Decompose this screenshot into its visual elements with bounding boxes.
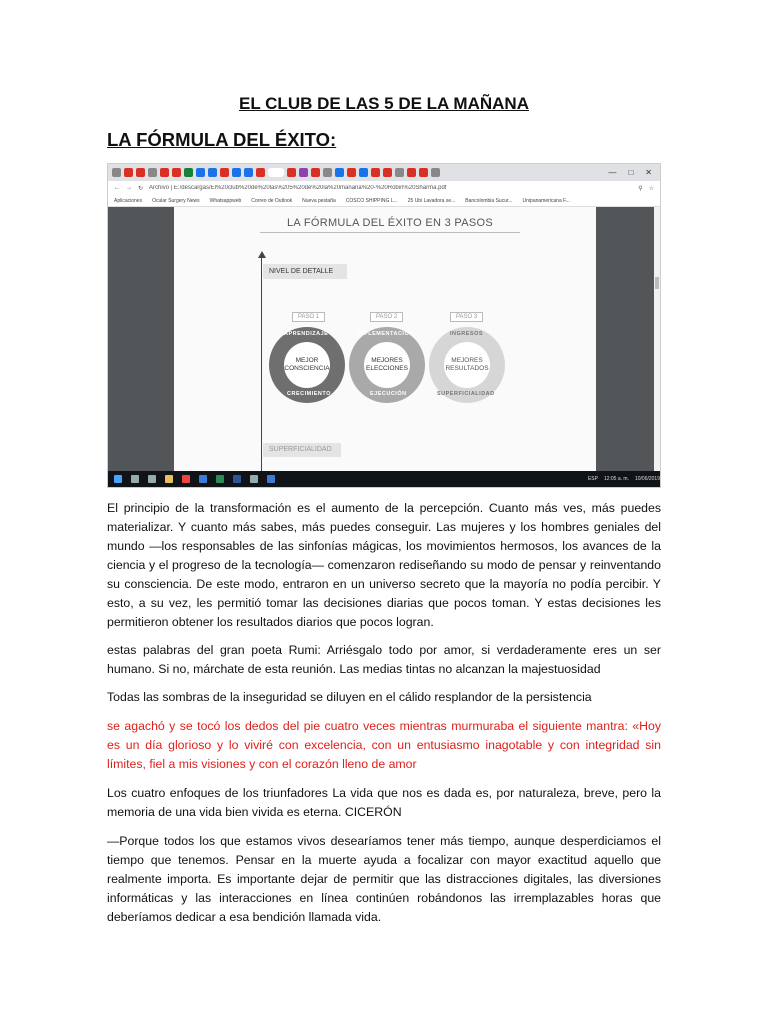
youtube-icon — [172, 168, 181, 177]
word-icon — [244, 168, 253, 177]
minimize-icon: — — [608, 168, 617, 177]
word-icon — [208, 168, 217, 177]
step-3-ring-top: INGRESOS — [450, 331, 484, 337]
step-1-ring-bottom: CRECIMIENTO — [287, 391, 331, 397]
step-1-center: MEJOR CONSCIENCIA — [284, 342, 330, 388]
pdf-viewer — [108, 207, 660, 473]
close-icon: ✕ — [645, 168, 652, 177]
reload-icon: ↻ — [138, 185, 144, 192]
window-controls — [608, 168, 660, 177]
excel-icon — [216, 475, 224, 483]
tab-favicon-icon — [184, 168, 193, 177]
step-2-ring-bottom: EJECUCIÓN — [370, 391, 407, 397]
diagram-title: LA FÓRMULA DEL ÉXITO EN 3 PASOS — [260, 217, 520, 233]
task-view-icon — [148, 475, 156, 483]
bookmark-item: Ocular Surgery News — [152, 197, 200, 204]
paragraph-6: —Porque todos los que estamos vivos desearíamos tener más tiempo, aunque desperdiciamos el tiempo que tenemos. Pensar en la muerte ayuda a focalizar con mayor exactitud aquello que realmente importa. Es importante dejar de permitir que las distracciones digitales, las diversiones informáticas y las interacciones en línea continúen robándonos las irremplazables horas que deberíamos dedicar a esa bendición llamada vida. — [107, 834, 661, 924]
tab-favicon-icon — [112, 168, 121, 177]
youtube-icon — [311, 168, 320, 177]
axis-bottom-label: SUPERFICIALIDAD — [263, 443, 341, 457]
youtube-icon — [347, 168, 356, 177]
youtube-icon — [407, 168, 416, 177]
windows-taskbar — [108, 471, 661, 487]
app-icon — [250, 475, 258, 483]
axis-top-label: NIVEL DE DETALLE — [263, 264, 347, 279]
tab-favicon-icon — [431, 168, 440, 177]
youtube-icon — [383, 168, 392, 177]
step-2-center: MEJORES ELECCIONES — [364, 342, 410, 388]
bookmark-item: Aplicaciones — [114, 197, 143, 204]
bookmark-item: Bancolombia Sucur... — [465, 197, 513, 204]
back-icon: ← — [114, 185, 120, 191]
youtube-icon — [220, 168, 229, 177]
tab-favicon-icon — [148, 168, 157, 177]
search-icon — [131, 475, 139, 483]
maximize-icon: □ — [628, 168, 634, 177]
word-icon — [232, 168, 241, 177]
address-url: Archivo | E:/descargas/El%20club%20de%20las%205%20de%20la%20mañana%20-%20Robin%20Sharma.pdf — [149, 185, 447, 191]
scrollbar-thumb — [655, 277, 659, 289]
chrome-icon — [182, 475, 190, 483]
bookmark-item: COSCO SHIPPING L... — [345, 197, 398, 204]
embedded-screenshot — [107, 163, 661, 488]
tab-favicon-icon — [395, 168, 404, 177]
word-icon — [233, 475, 241, 483]
star-icon: ☆ — [648, 185, 654, 192]
bookmark-item: 25 Ubi Lavadora se... — [407, 197, 456, 204]
tab-favicon-icon — [299, 168, 308, 177]
youtube-icon — [160, 168, 169, 177]
windows-start-icon — [114, 475, 122, 483]
youtube-icon — [419, 168, 428, 177]
step-3-label: PASO 3 — [450, 312, 483, 322]
paragraph-5: Los cuatro enfoques de los triunfadores La vida que nos es dada es, por naturaleza, breve, pero la memoria de una vida bien vivida es eterna. CICERÓN — [107, 786, 661, 819]
app-icon — [267, 475, 275, 483]
paragraph-4-highlighted: se agachó y se tocó los dedos del pie cuatro veces mientras murmuraba el siguiente mantra: «Hoy es un día glorioso y lo viviré con excelencia, con un entusiasmo inagotable y con integridad sin límites, fiel a mis visiones y con el corazón lleno de amor — [107, 719, 661, 771]
paragraph-2: estas palabras del gran poeta Rumi: Arriésgalo todo por amor, si verdaderamente eres un ser humano. Si no, márchate de esta reunión. Las medias tintas no alcanzan la majestuosidad — [107, 643, 661, 676]
paragraph-1: El principio de la transformación es el aumento de la percepción. Cuanto más ves, más puedes materializar. Y cuanto más sabes, más puedes conseguir. Las mujeres y los hombres geniales del mundo —los responsables de las sinfonías mágicas, los movimientos hermosos, los avances de la ciencia y el progreso de la tecnología— comenzaron rediseñando su modo de pensar y reinventando su consciencia. De este modo, entraron en un universo secreto que la mayoría no podía percibir. Y esto, a su vez, les permitió tomar las decisiones diarias que pocos toman. Y estas decisiones les permitieron obtener los resultados diarios que pocos logran. — [107, 501, 661, 629]
document-title: EL CLUB DE LAS 5 DE LA MAÑANA — [239, 94, 529, 113]
vertical-axis — [261, 257, 262, 473]
step-1-label: PASO 1 — [292, 312, 325, 322]
tab-favicon-icon — [359, 168, 368, 177]
step-1-ring-top: APRENDIZAJE — [284, 331, 329, 337]
step-3-center: MEJORES RESULTADOS — [444, 342, 490, 388]
youtube-icon — [287, 168, 296, 177]
word-icon — [196, 168, 205, 177]
bookmark-item: Unipanamericana F... — [522, 197, 570, 204]
pdf-page — [174, 207, 596, 473]
bookmarks-bar — [108, 195, 660, 207]
file-explorer-icon — [165, 475, 173, 483]
youtube-icon — [124, 168, 133, 177]
step-2-ring-top: IMPLEMENTACIÓN — [357, 331, 414, 337]
paragraph-3: Todas las sombras de la inseguridad se diluyen en el cálido resplandor de la persistencia — [107, 690, 592, 704]
axis-arrow-icon — [258, 251, 266, 258]
browser-tab-bar — [108, 164, 660, 181]
bookmark-item: Correo de Outlook — [251, 197, 293, 204]
system-tray — [588, 476, 661, 482]
active-tab — [268, 168, 284, 177]
language-indicator: ESP — [587, 476, 598, 482]
zoom-icon: ⚲ — [638, 185, 643, 192]
scrollbar — [654, 207, 660, 473]
youtube-icon — [371, 168, 380, 177]
skype-icon — [199, 475, 207, 483]
step-3-ring-bottom: SUPERFICIALIDAD — [437, 391, 495, 397]
clock-date: 10/06/2019 — [634, 476, 660, 482]
step-2-label: PASO 2 — [370, 312, 403, 322]
clock-time: 12:05 a. m. — [603, 476, 629, 482]
bookmark-item: Whatsappweb — [209, 197, 242, 204]
youtube-icon — [136, 168, 145, 177]
tab-favicon-icon — [323, 168, 332, 177]
forward-icon: → — [126, 185, 132, 191]
address-bar — [108, 181, 660, 195]
word-icon — [335, 168, 344, 177]
bookmark-item: Nueva pestaña — [302, 197, 336, 204]
section-heading: LA FÓRMULA DEL ÉXITO: — [107, 129, 337, 150]
youtube-icon — [256, 168, 265, 177]
